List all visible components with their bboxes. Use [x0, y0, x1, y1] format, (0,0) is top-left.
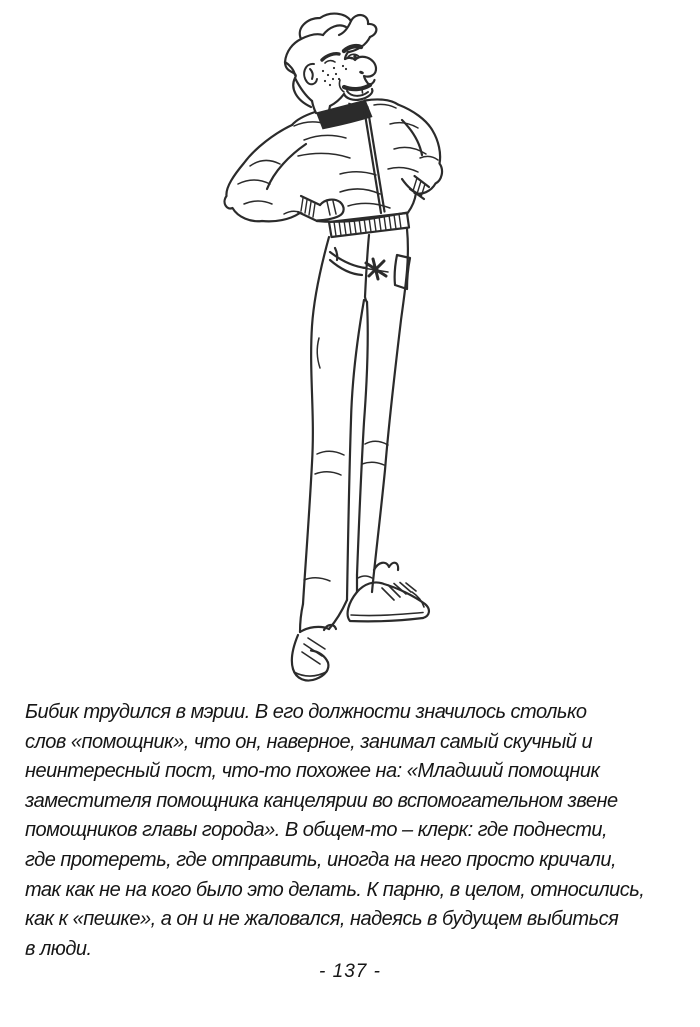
paragraph — [25, 698, 685, 964]
ear — [304, 64, 317, 84]
nostril — [359, 70, 365, 74]
text-line: так как не на кого было это делать. К парню, в целом, относились, — [25, 878, 645, 901]
freckles — [322, 65, 347, 86]
text-line: Бибик трудился в мэрии. В его должности значилось столько — [25, 701, 587, 723]
boy-illustration — [198, 8, 498, 698]
text-line: как к «пешке», а он и не жаловался, надеясь в будущем выбиться — [25, 908, 619, 931]
boy-illustration-svg — [198, 8, 498, 698]
text-line: в люди. — [25, 937, 92, 960]
text-line: помощников главы города». В общем-то – клерк: где поднести, — [25, 819, 608, 842]
text-line: неинтересный пост, что-то похожее на: «Младший помощник — [25, 760, 600, 783]
left-sneaker — [292, 625, 336, 681]
jeans — [300, 229, 410, 632]
text-line: заместителя помощника канцелярии во вспомогательном звене — [25, 789, 618, 812]
text-line: слов «помощник», что он, наверное, занимал самый скучный и — [25, 730, 593, 753]
right-sneaker — [348, 563, 429, 622]
jeans-creases — [304, 338, 388, 581]
text-line: где протереть, где отправить, иногда на него просто кричали, — [25, 848, 617, 871]
page-number: - 137 - — [319, 961, 381, 982]
